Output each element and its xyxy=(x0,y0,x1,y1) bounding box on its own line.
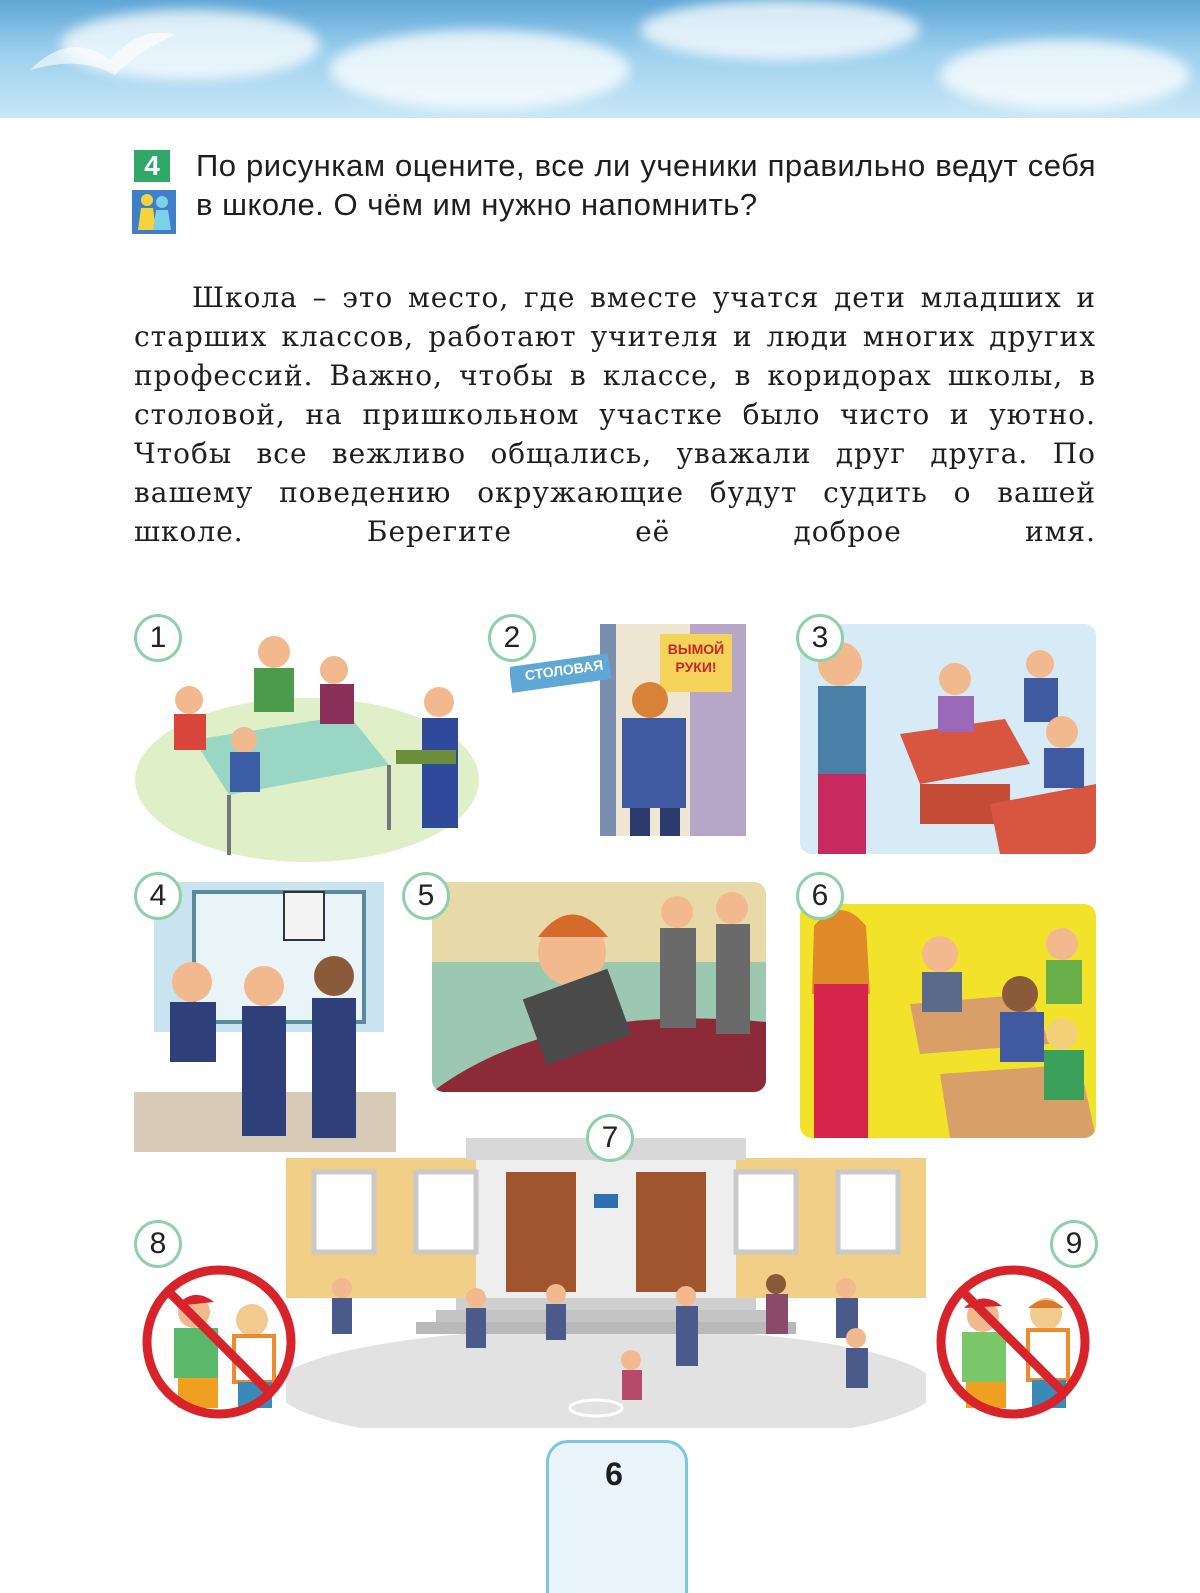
sky-header-banner xyxy=(0,0,1200,118)
canteen-sign: СТОЛОВАЯ xyxy=(523,656,605,684)
illustration-number-2: 2 xyxy=(488,614,536,662)
pair-work-icon xyxy=(132,190,176,234)
illustration-8 xyxy=(134,1262,304,1422)
canteen-table-icon xyxy=(134,630,480,862)
illustration-5 xyxy=(432,882,766,1092)
illustration-number-8: 8 xyxy=(134,1220,182,1268)
illustration-number-5: 5 xyxy=(402,872,450,920)
page-number: 6 xyxy=(605,1456,623,1492)
illustration-number-7: 7 xyxy=(586,1114,634,1162)
classroom-icon xyxy=(800,624,1096,854)
staircase-icon xyxy=(432,882,766,1092)
illustration-number-3: 3 xyxy=(796,614,844,662)
illustration-3 xyxy=(800,624,1096,854)
task-question: По рисункам оцените, все ли ученики правильно ведут себя в школе. О чём им нужно напомнить? xyxy=(196,148,1096,222)
illustration-4 xyxy=(134,882,396,1152)
illustration-6 xyxy=(800,904,1096,1138)
seagull-icon xyxy=(20,10,180,110)
school-building-icon xyxy=(286,1138,926,1428)
illustration-number-6: 6 xyxy=(796,872,844,920)
classroom-fight-icon xyxy=(800,904,1096,1138)
corridor-icon xyxy=(134,882,396,1152)
illustration-1 xyxy=(134,630,480,862)
illustration-7 xyxy=(286,1138,926,1428)
prohibited-fight-icon xyxy=(134,1262,304,1422)
wash-hands-poster: ВЫМОЙ РУКИ! xyxy=(667,641,725,675)
illustration-2 xyxy=(510,624,746,836)
prohibited-quarrel-icon xyxy=(928,1262,1098,1422)
illustration-9 xyxy=(928,1262,1098,1422)
task-number-badge: 4 xyxy=(134,150,170,182)
main-paragraph: Школа – это место, где вместе учатся дети младших и старших классов, работают учителя и люди многих других профессий. Важно, чтобы в классе, в коридорах школы, в столовой, на пришкольном участке было чисто и уютно. Чтобы все вежливо общались, уважали друг друга. По вашему поведению окружающие будут судить о вашей школе. Берегите её доброе имя. xyxy=(134,281,1096,548)
illustration-number-4: 4 xyxy=(134,872,182,920)
illustration-number-9: 9 xyxy=(1050,1220,1098,1268)
illustration-number-1: 1 xyxy=(134,614,182,662)
